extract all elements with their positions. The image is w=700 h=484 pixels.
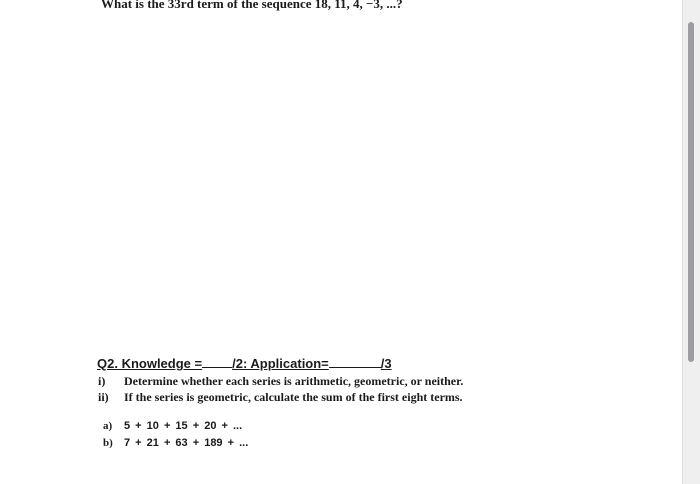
series-label: b) [103, 437, 113, 449]
instruction-item [98, 374, 463, 389]
scrollbar-thumb[interactable] [688, 22, 694, 362]
knowledge-blank[interactable] [202, 356, 232, 368]
series-expression: 5 + 10 + 15 + 20 + ... [124, 420, 243, 432]
question-text: What is the 33rd term of the sequence 18, 11, 4, −3, ...? [101, 0, 403, 11]
application-total: /3 [380, 356, 392, 371]
knowledge-total: /2: Application= [232, 356, 329, 371]
application-blank[interactable] [329, 356, 381, 368]
instruction-item [98, 390, 463, 405]
knowledge-label: Q2. Knowledge = [97, 356, 203, 371]
q2-header [97, 356, 392, 371]
instruction-text: If the series is geometric, calculate the sum of the first eight terms. [124, 390, 463, 404]
series-label: a) [103, 420, 113, 432]
series-item [103, 437, 248, 449]
instruction-number: ii) [98, 390, 109, 404]
series-item [103, 420, 242, 432]
instruction-number: i) [98, 374, 106, 388]
instruction-text: Determine whether each series is arithmetic, geometric, or neither. [124, 374, 464, 388]
series-expression: 7 + 21 + 63 + 189 + ... [124, 437, 249, 449]
